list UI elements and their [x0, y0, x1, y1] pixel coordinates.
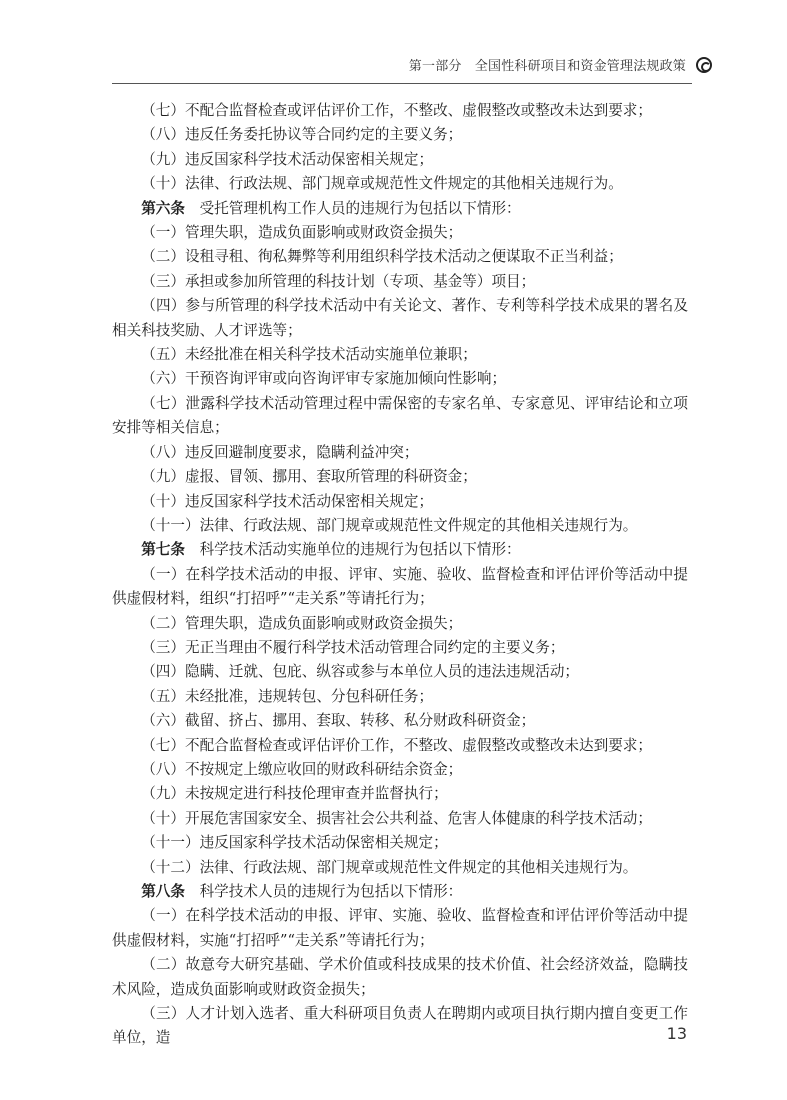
paragraph-text: （五）未经批准，违规转包、分包科研任务； — [141, 687, 434, 705]
paragraph-text: （一）在科学技术活动的申报、评审、实施、验收、监督检查和评估评价等活动中提供虚假材料，实施“打招呼”“走关系”等请托行为； — [112, 907, 688, 949]
clause-paragraph — [112, 612, 688, 636]
page-number: 13 — [666, 1024, 687, 1043]
clause-paragraph — [112, 221, 688, 245]
paragraph-text: （七）不配合监督检查或评估评价工作，不整改、虚假整改或整改未达到要求； — [141, 736, 652, 754]
paragraph-text: （九）违反国家科学技术活动保密相关规定； — [141, 150, 434, 168]
clause-paragraph — [112, 782, 688, 806]
paragraph-text: （七）泄露科学技术活动管理过程中需保密的专家名单、专家意见、评审结论和立项安排等相关信息； — [112, 394, 688, 437]
paragraph-text: （十一）法律、行政法规、部门规章或规范性文件规定的其他相关违规行为。 — [141, 516, 638, 534]
article-paragraph — [112, 538, 688, 562]
paragraph-text: （四）隐瞒、迁就、包庇、纵容或参与本单位人员的违法违规活动； — [141, 663, 580, 681]
paragraph-text: （八）违反回避制度要求，隐瞒利益冲突； — [141, 443, 419, 461]
clause-paragraph — [112, 490, 688, 514]
clause-paragraph — [112, 831, 688, 855]
paragraph-text: 科学技术人员的违规行为包括以下情形： — [184, 883, 463, 900]
paragraph-text: （七）不配合监督检查或评估评价工作，不整改、虚假整改或整改未达到要求； — [141, 102, 652, 119]
document-body — [112, 99, 688, 1051]
paragraph-text: （三）承担或参加所管理的科技计划（专项、基金等）项目； — [141, 272, 536, 290]
clause-paragraph — [112, 563, 688, 612]
article-paragraph — [112, 197, 688, 221]
clause-paragraph — [112, 953, 688, 1002]
clause-paragraph — [112, 343, 688, 367]
paragraph-text: （六）截留、挤占、挪用、套取、转移、私分财政科研资金； — [141, 712, 536, 730]
paragraph-text: （六）干预咨询评审或向咨询评审专家施加倾向性影响； — [141, 370, 507, 388]
paragraph-text: （九）未按规定进行科技伦理审查并监督执行； — [141, 785, 448, 803]
clause-paragraph — [112, 148, 688, 172]
article-number: 第八条 — [141, 883, 185, 900]
paragraph-text: （三）人才计划入选者、重大科研项目负责人在聘期内或项目执行期内擅自变更工作单位，造 — [112, 1005, 688, 1047]
paragraph-text: （九）虚报、冒领、挪用、套取所管理的科研资金； — [141, 468, 477, 486]
paragraph-text: （八）违反任务委托协议等合同约定的主要义务； — [141, 126, 463, 144]
paragraph-text: （十）法律、行政法规、部门规章或规范性文件规定的其他相关违规行为。 — [141, 175, 623, 193]
clause-paragraph — [112, 660, 688, 684]
clause-paragraph — [112, 1002, 688, 1051]
clause-paragraph — [112, 392, 688, 441]
paragraph-text: （二）管理失职，造成负面影响或财政资金损失； — [141, 614, 463, 632]
clause-paragraph — [112, 465, 688, 489]
clause-paragraph — [112, 807, 688, 831]
circular-c-icon — [696, 57, 712, 73]
paragraph-text: （八）不按规定上缴应收回的财政科研结余资金； — [141, 760, 463, 778]
running-header — [112, 48, 712, 84]
paragraph-text: 受托管理机构工作人员的违规行为包括以下情形： — [184, 199, 521, 217]
clause-paragraph — [112, 758, 688, 782]
paragraph-text: （十）开展危害国家安全、损害社会公共利益、危害人体健康的科学技术活动； — [141, 809, 652, 827]
clause-paragraph — [112, 270, 688, 294]
paragraph-text: （十）违反国家科学技术活动保密相关规定； — [141, 492, 434, 510]
paragraph-text: （一）在科学技术活动的申报、评审、实施、验收、监督检查和评估评价等活动中提供虚假材料，组织“打招呼”“走关系”等请托行为； — [112, 565, 688, 608]
header-divider — [112, 83, 692, 84]
paragraph-text: （三）无正当理由不履行科学技术活动管理合同约定的主要义务； — [141, 638, 565, 656]
clause-paragraph — [112, 245, 688, 269]
clause-paragraph — [112, 172, 688, 196]
clause-paragraph — [112, 123, 688, 147]
paragraph-text: （一）管理失职，造成负面影响或财政资金损失； — [141, 224, 463, 242]
paragraph-text: （四）参与所管理的科学技术活动中有关论文、著作、专利等科学技术成果的署名及相关科技奖励、人才评选等； — [112, 297, 688, 339]
clause-paragraph — [112, 856, 688, 880]
clause-paragraph — [112, 685, 688, 709]
paragraph-text: （十二）法律、行政法规、部门规章或规范性文件规定的其他相关违规行为。 — [141, 858, 638, 876]
article-number: 第六条 — [141, 199, 185, 217]
clause-paragraph — [112, 367, 688, 391]
paragraph-text: （五）未经批准在相关科学技术活动实施单位兼职； — [141, 346, 477, 364]
clause-paragraph — [112, 636, 688, 660]
clause-paragraph — [112, 99, 688, 123]
article-paragraph — [112, 880, 688, 904]
clause-paragraph — [112, 294, 688, 343]
clause-paragraph — [112, 441, 688, 465]
article-number: 第七条 — [141, 541, 185, 559]
paragraph-text: （二）设租寻租、徇私舞弊等利用组织科学技术活动之便谋取不正当利益； — [141, 248, 623, 266]
paragraph-text: （二）故意夸大研究基础、学术价值或科技成果的技术价值、社会经济效益，隐瞒技术风险，造成负面影响或财政资金损失； — [112, 956, 688, 998]
clause-paragraph — [112, 514, 688, 538]
paragraph-text: 科学技术活动实施单位的违规行为包括以下情形： — [184, 541, 521, 559]
paragraph-text: （十一）违反国家科学技术活动保密相关规定； — [141, 834, 448, 852]
clause-paragraph — [112, 904, 688, 953]
clause-paragraph — [112, 709, 688, 733]
header-title: 第一部分 全国性科研项目和资金管理法规政策 — [408, 59, 686, 74]
clause-paragraph — [112, 734, 688, 758]
